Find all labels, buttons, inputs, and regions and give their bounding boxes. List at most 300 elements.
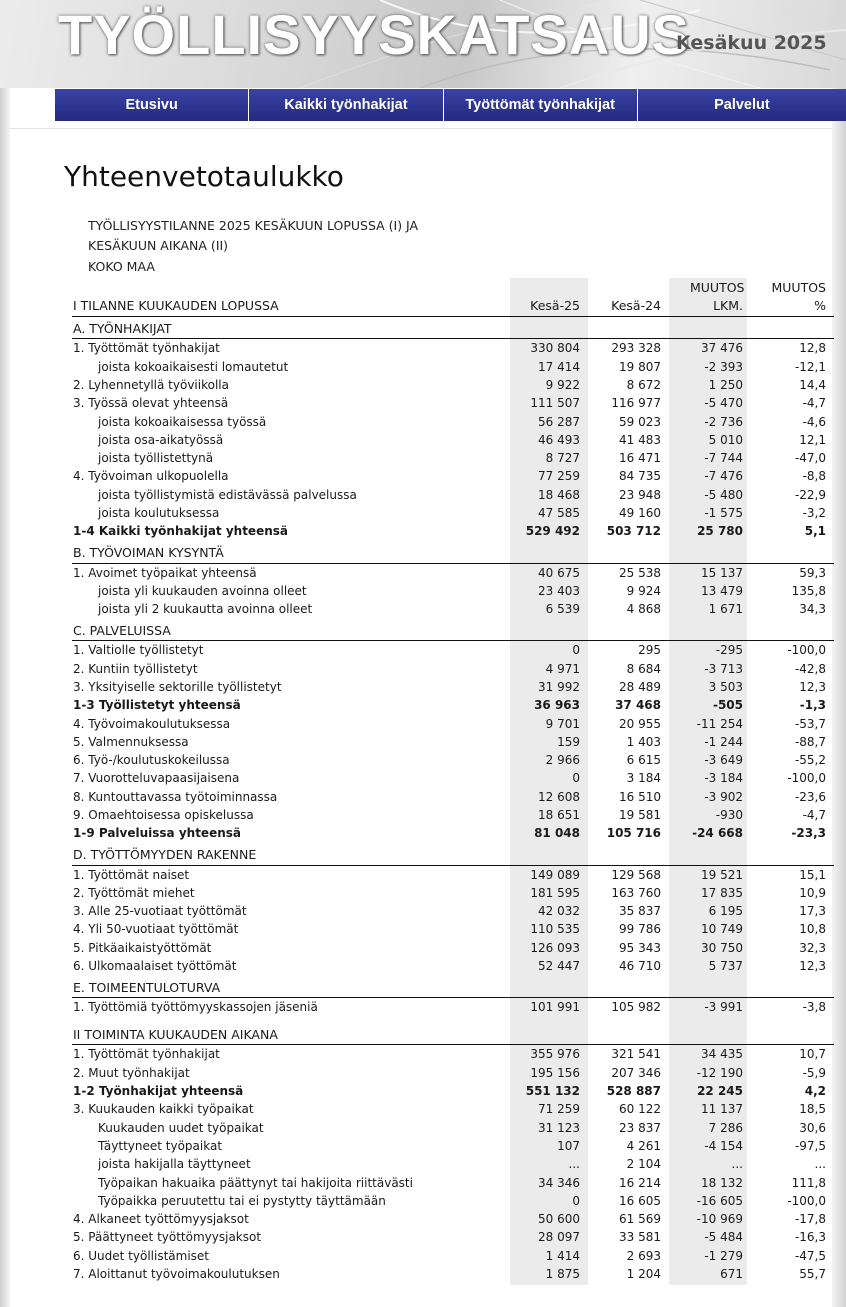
value-muutos-lkm: 1 250 xyxy=(708,377,743,392)
value-muutos-lkm: -24 668 xyxy=(692,826,743,841)
row-label: Kuukauden uudet työpaikat xyxy=(98,1120,264,1135)
value-muutos-pct: 111,8 xyxy=(791,1175,826,1190)
header-section-label: I TILANNE KUUKAUDEN LOPUSSA xyxy=(73,298,279,313)
value-kesa-25: 551 132 xyxy=(525,1084,580,1098)
row-label: Työpaikan hakuaika päättynyt tai hakijoita riittävästi xyxy=(98,1175,413,1190)
table-row xyxy=(72,824,834,842)
value-kesa-24: 1 204 xyxy=(626,1267,661,1281)
value-kesa-24: 33 581 xyxy=(619,1230,661,1245)
banner-date: Kesäkuu 2025 xyxy=(676,32,827,54)
value-kesa-25: 28 097 xyxy=(538,1230,580,1245)
value-muutos-lkm: -2 393 xyxy=(704,359,743,374)
value-kesa-24: 41 483 xyxy=(619,432,661,447)
row-label: Työpaikka peruutettu tai ei pystytty täyttämään xyxy=(98,1193,386,1208)
value-muutos-pct: -16,3 xyxy=(794,1230,826,1245)
value-muutos-lkm: -3 649 xyxy=(704,753,743,768)
section-heading xyxy=(72,544,834,562)
header-divider xyxy=(10,128,832,129)
value-kesa-24: 8 672 xyxy=(626,377,661,392)
value-muutos-lkm: -1 279 xyxy=(704,1248,743,1263)
table-row xyxy=(72,1064,834,1082)
row-label: 2. Työttömät miehet xyxy=(73,885,195,900)
row-label: joista työllistettynä xyxy=(98,451,214,466)
main-nav xyxy=(55,89,846,121)
row-label: 5. Valmennuksessa xyxy=(73,734,189,749)
value-muutos-pct: 12,1 xyxy=(799,432,826,447)
value-muutos-lkm: -295 xyxy=(715,643,743,658)
page-shadow-left xyxy=(0,0,10,1307)
table-subtitle-line-2: KESÄKUUN AIKANA (II) xyxy=(88,238,229,253)
value-kesa-24: 19 807 xyxy=(619,359,661,374)
value-kesa-24: 95 343 xyxy=(619,940,661,955)
value-kesa-24: 4 868 xyxy=(626,602,661,617)
row-label: 7. Aloittanut työvoimakoulutuksen xyxy=(73,1267,280,1281)
table-row xyxy=(72,504,834,522)
value-muutos-pct: -5,9 xyxy=(802,1065,826,1080)
value-kesa-24: 35 837 xyxy=(619,904,661,919)
value-muutos-pct: 4,2 xyxy=(804,1084,826,1098)
row-label: 4. Yli 50-vuotiaat työttömät xyxy=(73,922,239,937)
value-muutos-pct: -53,7 xyxy=(794,716,826,731)
value-kesa-24: 105 716 xyxy=(606,826,661,841)
row-label: 9. Omaehtoisessa opiskelussa xyxy=(73,808,254,822)
value-muutos-pct: 59,3 xyxy=(799,565,826,580)
section-title: D. TYÖTTÖMYYDEN RAKENNE xyxy=(73,847,257,863)
page-shadow-right xyxy=(832,0,846,1307)
banner-title: TYÖLLISYYSKATSAUS xyxy=(58,3,691,66)
row-label: 7. Vuorotteluvapaasijaisena xyxy=(73,771,240,786)
value-kesa-24: 295 xyxy=(638,643,661,658)
value-kesa-24: 503 712 xyxy=(606,524,661,539)
value-kesa-25: 42 032 xyxy=(538,904,580,919)
value-kesa-24: 16 605 xyxy=(619,1193,661,1208)
value-kesa-24: 99 786 xyxy=(619,922,661,937)
value-kesa-25: 0 xyxy=(572,771,580,786)
value-muutos-lkm: -3 713 xyxy=(704,661,743,676)
table-row xyxy=(72,884,834,902)
value-kesa-25: 71 259 xyxy=(538,1102,580,1117)
table-row xyxy=(72,376,834,394)
header-banner xyxy=(0,0,846,88)
table-row xyxy=(72,1247,834,1265)
value-kesa-25: 529 492 xyxy=(525,524,580,539)
value-kesa-24: 84 735 xyxy=(619,469,661,484)
value-muutos-pct: -4,7 xyxy=(802,808,826,822)
value-muutos-pct: 12,3 xyxy=(799,679,826,694)
row-label: 6. Ulkomaalaiset työttömät xyxy=(73,959,237,973)
value-muutos-lkm: -5 480 xyxy=(704,487,743,502)
value-kesa-25: 23 403 xyxy=(538,583,580,598)
value-muutos-pct: -100,0 xyxy=(787,1193,826,1208)
value-muutos-lkm: -1 244 xyxy=(704,734,743,749)
value-muutos-lkm: -5 470 xyxy=(704,396,743,411)
row-label: joista kokoaikaisessa työssä xyxy=(98,414,267,429)
value-muutos-pct: -100,0 xyxy=(787,643,826,658)
value-kesa-24: 6 615 xyxy=(626,753,661,768)
value-kesa-25: 18 651 xyxy=(538,808,580,822)
table-row xyxy=(72,733,834,751)
value-kesa-25: 36 963 xyxy=(534,698,580,713)
table-row xyxy=(72,564,834,582)
value-kesa-25: 355 976 xyxy=(530,1047,580,1062)
value-kesa-25: 40 675 xyxy=(538,565,580,580)
value-muutos-lkm: 15 137 xyxy=(701,565,743,580)
value-kesa-25: 107 xyxy=(557,1138,580,1153)
table-row xyxy=(72,449,834,467)
table-row xyxy=(72,866,834,884)
value-muutos-pct: -3,2 xyxy=(802,506,826,520)
table-row xyxy=(72,1155,834,1173)
value-muutos-pct: -4,6 xyxy=(802,414,826,429)
value-muutos-lkm: -16 605 xyxy=(696,1193,743,1208)
value-kesa-25: 0 xyxy=(572,1193,580,1208)
value-muutos-lkm: 10 749 xyxy=(701,922,743,937)
nav-etusivu[interactable]: Etusivu xyxy=(55,89,248,121)
value-muutos-pct: ... xyxy=(814,1157,826,1172)
value-kesa-25: 31 123 xyxy=(538,1120,580,1135)
value-muutos-lkm: 25 780 xyxy=(697,524,743,539)
value-muutos-pct: 17,3 xyxy=(799,904,826,919)
table-subtitle-line-3: KOKO MAA xyxy=(88,259,155,274)
table-row xyxy=(72,431,834,449)
value-muutos-pct: -3,8 xyxy=(802,1000,826,1015)
value-muutos-pct: 14,4 xyxy=(799,377,826,392)
value-muutos-lkm: -505 xyxy=(712,698,743,713)
value-muutos-pct: -17,8 xyxy=(794,1212,826,1227)
row-label: 1. Työttömät työnhakijat xyxy=(73,1047,220,1062)
value-kesa-24: 2 693 xyxy=(626,1248,661,1263)
table-row xyxy=(72,467,834,485)
value-muutos-lkm: -3 991 xyxy=(704,1000,743,1015)
table-row xyxy=(72,1119,834,1137)
header-rule xyxy=(72,316,834,317)
value-kesa-25: 81 048 xyxy=(534,826,580,841)
value-muutos-pct: -22,9 xyxy=(794,487,826,502)
value-kesa-25: 47 585 xyxy=(538,506,580,520)
value-muutos-lkm: 30 750 xyxy=(701,940,743,955)
table-row xyxy=(72,715,834,733)
value-kesa-25: 0 xyxy=(572,643,580,658)
value-muutos-lkm: -4 154 xyxy=(704,1138,743,1153)
value-kesa-25: 18 468 xyxy=(538,487,580,502)
value-muutos-lkm: 3 503 xyxy=(708,679,743,694)
table-subtitle-line-1: TYÖLLISYYSTILANNE 2025 KESÄKUUN LOPUSSA (I) JA xyxy=(88,218,419,233)
section-title: E. TOIMEENTULOTURVA xyxy=(73,979,221,995)
value-kesa-25: 4 971 xyxy=(545,661,580,676)
value-kesa-25: 9 922 xyxy=(545,377,580,392)
table-row xyxy=(72,522,834,540)
row-label: 1. Työttömät naiset xyxy=(73,867,190,882)
section-heading xyxy=(72,979,834,997)
value-muutos-pct: 15,1 xyxy=(799,867,826,882)
value-kesa-24: 4 261 xyxy=(626,1138,661,1153)
row-label: 1. Avoimet työpaikat yhteensä xyxy=(73,565,257,580)
row-label: 3. Työssä olevat yhteensä xyxy=(73,396,229,411)
value-kesa-24: 60 122 xyxy=(619,1102,661,1117)
value-kesa-24: 49 160 xyxy=(619,506,661,520)
value-kesa-24: 37 468 xyxy=(615,698,661,713)
table-row xyxy=(72,1174,834,1192)
value-kesa-24: 116 977 xyxy=(611,396,661,411)
value-muutos-pct: 135,8 xyxy=(791,583,826,598)
table-row xyxy=(72,1045,834,1063)
header-kesa-25: Kesä-25 xyxy=(530,298,580,313)
value-muutos-lkm: 5 010 xyxy=(708,432,743,447)
table-row xyxy=(72,394,834,412)
table-row xyxy=(72,678,834,696)
value-muutos-lkm: -7 476 xyxy=(704,469,743,484)
row-label: 6. Työ-/koulutuskokeilussa xyxy=(73,753,230,768)
section-heading xyxy=(72,320,834,338)
row-label: 1-4 Kaikki työnhakijat yhteensä xyxy=(73,524,288,539)
value-muutos-pct: 18,5 xyxy=(799,1102,826,1117)
value-muutos-pct: -100,0 xyxy=(787,771,826,786)
value-muutos-lkm: 11 137 xyxy=(701,1102,743,1117)
value-kesa-24: 129 568 xyxy=(611,867,661,882)
row-label: 2. Kuntiin työllistetyt xyxy=(73,661,198,676)
header-muutos-lkm-top: MUUTOS xyxy=(690,280,745,295)
value-muutos-pct: -1,3 xyxy=(799,698,826,713)
table-row xyxy=(72,1265,834,1283)
row-label: 4. Työvoiman ulkopuolella xyxy=(73,469,229,484)
value-kesa-24: 59 023 xyxy=(619,414,661,429)
value-kesa-24: 16 214 xyxy=(619,1175,661,1190)
row-label: 3. Alle 25-vuotiaat työttömät xyxy=(73,904,247,919)
value-kesa-25: 149 089 xyxy=(530,867,580,882)
row-label: 5. Pitkäaikaistyöttömät xyxy=(73,940,212,955)
value-kesa-25: 31 992 xyxy=(538,679,580,694)
header-muutos-lkm: LKM. xyxy=(713,298,743,313)
value-muutos-pct: 12,8 xyxy=(799,341,826,356)
value-muutos-lkm: 34 435 xyxy=(701,1047,743,1062)
value-muutos-pct: 34,3 xyxy=(799,602,826,617)
value-muutos-lkm: ... xyxy=(731,1157,743,1172)
section-heading xyxy=(72,1026,834,1044)
value-kesa-24: 28 489 xyxy=(619,679,661,694)
value-kesa-25: 56 287 xyxy=(538,414,580,429)
value-kesa-24: 19 581 xyxy=(619,808,661,822)
table-row xyxy=(72,1228,834,1246)
table-row xyxy=(72,1210,834,1228)
value-kesa-25: 101 991 xyxy=(530,1000,580,1015)
value-muutos-pct: 55,7 xyxy=(799,1267,826,1281)
row-label: joista yli 2 kuukautta avoinna olleet xyxy=(98,602,313,617)
row-label: joista työllistymistä edistävässä palvelussa xyxy=(98,487,357,502)
value-kesa-25: 1 414 xyxy=(545,1248,580,1263)
value-muutos-lkm: -3 902 xyxy=(704,789,743,804)
nav-palvelut[interactable]: Palvelut xyxy=(638,89,846,121)
value-muutos-lkm: 6 195 xyxy=(708,904,743,919)
table-row xyxy=(72,358,834,376)
value-kesa-24: 105 982 xyxy=(611,1000,661,1015)
value-muutos-pct: -23,6 xyxy=(794,789,826,804)
row-label: joista koulutuksessa xyxy=(98,506,220,520)
value-kesa-25: 50 600 xyxy=(538,1212,580,1227)
value-kesa-25: 195 156 xyxy=(530,1065,580,1080)
value-muutos-lkm: -7 744 xyxy=(704,451,743,466)
value-kesa-24: 2 104 xyxy=(626,1157,661,1172)
value-muutos-pct: -55,2 xyxy=(794,753,826,768)
value-kesa-24: 528 887 xyxy=(606,1084,661,1098)
table-row xyxy=(72,920,834,938)
table-row xyxy=(72,1137,834,1155)
value-muutos-pct: -88,7 xyxy=(794,734,826,749)
value-muutos-pct: 32,3 xyxy=(799,940,826,955)
table-row xyxy=(72,413,834,431)
value-kesa-25: 52 447 xyxy=(538,959,580,973)
value-kesa-25: 34 346 xyxy=(538,1175,580,1190)
value-kesa-24: 163 760 xyxy=(611,885,661,900)
value-muutos-lkm: 671 xyxy=(720,1267,743,1281)
row-label: 1. Valtiolle työllistetyt xyxy=(73,643,204,658)
value-kesa-24: 23 948 xyxy=(619,487,661,502)
row-label: 1-9 Palveluissa yhteensä xyxy=(73,826,241,841)
value-muutos-pct: 10,8 xyxy=(799,922,826,937)
table-row xyxy=(72,806,834,824)
value-muutos-pct: 12,3 xyxy=(799,959,826,973)
row-label: joista hakijalla täyttyneet xyxy=(98,1157,251,1172)
value-muutos-pct: -4,7 xyxy=(802,396,826,411)
table-row xyxy=(72,486,834,504)
row-label: 5. Päättyneet työttömyysjaksot xyxy=(73,1230,262,1245)
section-title: C. PALVELUISSA xyxy=(73,623,171,638)
section-heading xyxy=(72,846,834,864)
value-kesa-25: 46 493 xyxy=(538,432,580,447)
row-label: joista kokoaikaisesti lomautetut xyxy=(98,359,289,374)
row-label: 3. Kuukauden kaikki työpaikat xyxy=(73,1102,254,1117)
value-kesa-25: 2 966 xyxy=(545,753,580,768)
table-row xyxy=(72,769,834,787)
row-label: 2. Lyhennetyllä työviikolla xyxy=(73,377,229,392)
value-muutos-lkm: 1 671 xyxy=(708,602,743,617)
row-label: joista osa-aikatyössä xyxy=(98,432,224,447)
row-label: 1. Työttömiä työttömyyskassojen jäseniä xyxy=(73,1000,318,1015)
value-kesa-25: 6 539 xyxy=(545,602,580,617)
value-muutos-pct: 10,9 xyxy=(799,885,826,900)
value-muutos-lkm: 5 737 xyxy=(708,959,743,973)
row-label: joista yli kuukauden avoinna olleet xyxy=(98,583,307,598)
value-muutos-pct: 5,1 xyxy=(804,524,826,539)
row-label: 4. Työvoimakoulutuksessa xyxy=(73,716,231,731)
value-kesa-24: 46 710 xyxy=(619,959,661,973)
value-kesa-24: 293 328 xyxy=(611,341,661,356)
row-label: 1. Työttömät työnhakijat xyxy=(73,341,220,356)
value-kesa-25: 330 804 xyxy=(530,341,580,356)
value-kesa-24: 207 346 xyxy=(611,1065,661,1080)
value-muutos-lkm: -930 xyxy=(715,808,743,822)
table-row xyxy=(72,1192,834,1210)
value-kesa-25: 17 414 xyxy=(538,359,580,374)
section-title: B. TYÖVOIMAN KYSYNTÄ xyxy=(73,545,224,561)
header-muutos-pct-top: MUUTOS xyxy=(771,280,826,295)
value-kesa-24: 25 538 xyxy=(619,565,661,580)
table-row xyxy=(72,788,834,806)
value-muutos-lkm: 37 476 xyxy=(701,341,743,356)
table-row xyxy=(72,1100,834,1118)
value-muutos-lkm: -11 254 xyxy=(696,716,743,731)
row-label: 1-2 Työnhakijat yhteensä xyxy=(73,1084,244,1098)
value-muutos-lkm: 22 245 xyxy=(697,1084,743,1098)
value-muutos-lkm: -3 184 xyxy=(704,771,743,786)
table-row xyxy=(72,902,834,920)
value-muutos-pct: -23,3 xyxy=(791,826,826,841)
value-kesa-25: 159 xyxy=(557,734,580,749)
value-muutos-lkm: 17 835 xyxy=(701,885,743,900)
table-row xyxy=(72,1082,834,1100)
value-muutos-lkm: -12 190 xyxy=(696,1065,743,1080)
value-muutos-pct: -42,8 xyxy=(794,661,826,676)
table-row xyxy=(72,957,834,975)
section-title: II TOIMINTA KUUKAUDEN AIKANA xyxy=(73,1027,278,1043)
row-label: Täyttyneet työpaikat xyxy=(98,1138,223,1153)
section-title: A. TYÖNHAKIJAT xyxy=(73,321,172,336)
value-kesa-24: 1 403 xyxy=(626,734,661,749)
header-kesa-24: Kesä-24 xyxy=(611,298,661,313)
value-muutos-lkm: -2 736 xyxy=(704,414,743,429)
value-kesa-25: 9 701 xyxy=(545,716,580,731)
table-row xyxy=(72,582,834,600)
value-kesa-25: 110 535 xyxy=(530,922,580,937)
row-label: 3. Yksityiselle sektorille työllistetyt xyxy=(73,679,282,694)
value-muutos-pct: -47,5 xyxy=(794,1248,826,1263)
value-kesa-24: 8 684 xyxy=(626,661,661,676)
value-kesa-24: 23 837 xyxy=(619,1120,661,1135)
value-kesa-25: 126 093 xyxy=(530,940,580,955)
header-muutos-pct: % xyxy=(814,298,826,313)
row-label: 6. Uudet työllistämiset xyxy=(73,1248,209,1263)
value-muutos-lkm: 7 286 xyxy=(708,1120,743,1135)
section-heading xyxy=(72,622,834,640)
value-kesa-24: 321 541 xyxy=(611,1047,661,1062)
value-kesa-24: 61 569 xyxy=(619,1212,661,1227)
value-kesa-24: 16 471 xyxy=(619,451,661,466)
value-muutos-lkm: -5 484 xyxy=(704,1230,743,1245)
table-row xyxy=(72,339,834,357)
value-kesa-24: 16 510 xyxy=(619,789,661,804)
value-muutos-pct: 30,6 xyxy=(799,1120,826,1135)
value-kesa-25: ... xyxy=(568,1157,580,1172)
table-row xyxy=(72,641,834,659)
value-kesa-25: 1 875 xyxy=(545,1267,580,1281)
value-kesa-25: 181 595 xyxy=(530,885,580,900)
table-row xyxy=(72,660,834,678)
table-row xyxy=(72,939,834,957)
value-muutos-pct: 10,7 xyxy=(799,1047,826,1062)
value-muutos-lkm: 13 479 xyxy=(701,583,743,598)
nav-tyottomat-tyonhakijat[interactable]: Työttömät työnhakijat xyxy=(444,89,637,121)
value-muutos-lkm: -10 969 xyxy=(696,1212,743,1227)
table-row xyxy=(72,696,834,714)
table-row xyxy=(72,751,834,769)
value-muutos-pct: -97,5 xyxy=(794,1138,826,1153)
value-kesa-25: 8 727 xyxy=(545,451,580,466)
nav-kaikki-tyonhakijat[interactable]: Kaikki työnhakijat xyxy=(249,89,442,121)
value-kesa-24: 9 924 xyxy=(626,583,661,598)
table-row xyxy=(72,600,834,618)
table-row xyxy=(72,998,834,1016)
value-muutos-pct: -8,8 xyxy=(802,469,826,484)
value-kesa-25: 77 259 xyxy=(538,469,580,484)
value-muutos-pct: -12,1 xyxy=(794,359,826,374)
value-kesa-25: 111 507 xyxy=(530,396,580,411)
value-muutos-pct: -47,0 xyxy=(794,451,826,466)
value-muutos-lkm: 18 132 xyxy=(701,1175,743,1190)
value-kesa-24: 3 184 xyxy=(626,771,661,786)
value-muutos-lkm: -1 575 xyxy=(704,506,743,520)
row-label: 8. Kuntouttavassa työtoiminnassa xyxy=(73,789,278,804)
row-label: 4. Alkaneet työttömyysjaksot xyxy=(73,1212,249,1227)
row-label: 1-3 Työllistetyt yhteensä xyxy=(73,698,241,713)
